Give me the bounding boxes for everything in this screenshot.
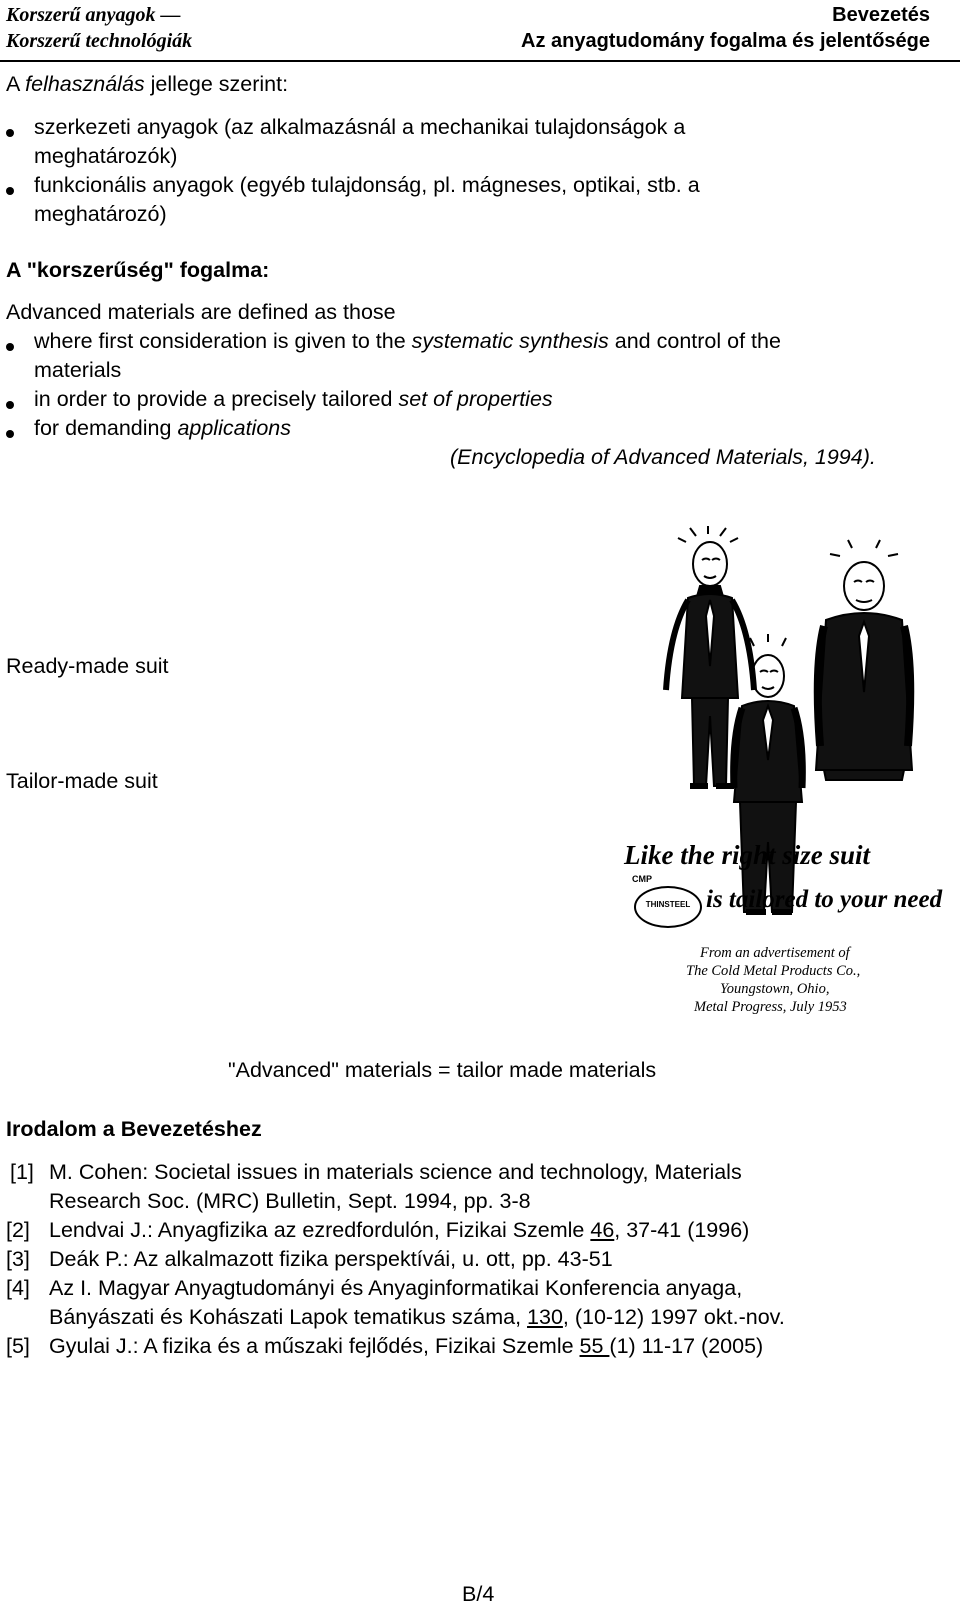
modern-citation: (Encyclopedia of Advanced Materials, 1994). [450,445,876,469]
thinsteel-logo: THINSTEEL [634,886,702,928]
header-section-title: Az anyagtudomány fogalma és jelentősége [521,30,930,52]
ref-3-text: Deák P.: Az alkalmazott fizika perspektívái, u. ott, pp. 43-51 [49,1247,613,1271]
references-heading: Irodalom a Bevezetéshez [6,1117,262,1141]
ref-3-number: [3] [6,1247,30,1271]
large-man-drawing [816,540,912,780]
modern-bullet-1-line2: materials [34,358,122,382]
usage-bullet-2-line2: meghatározó) [34,202,167,226]
credit-line3: Youngstown, Ohio, [720,981,830,997]
tailor-made-label: Tailor-made suit [6,769,158,793]
equation-caption: "Advanced" materials = tailor made materials [228,1058,657,1082]
slogan-line1: Like the right size suit [624,840,871,870]
page-number: B/4 [462,1582,495,1606]
modern-definition: Advanced materials are defined as those [6,300,396,324]
usage-bullet-2-line1: funkcionális anyagok (egyéb tulajdonság, pl. mágneses, optikai, stb. a [34,173,700,197]
ref-1-line1: M. Cohen: Societal issues in materials science and technology, Materials [49,1160,742,1184]
bullet-icon [6,129,14,137]
header-left [6,2,192,54]
modern-bullet-3: for demanding applications [34,416,291,440]
ref-4-number: [4] [6,1276,30,1300]
ref-5-text: Gyulai J.: A fizika és a műszaki fejlődés, Fizikai Szemle 55 (1) 11-17 (2005) [49,1334,764,1358]
suit-cartoon-figure [624,520,950,1040]
ref-2-text: Lendvai J.: Anyagfizika az ezredfordulón, Fizikai Szemle 46, 37-41 (1996) [49,1218,750,1242]
ref-4-line2: Bányászati és Kohászati Lapok tematikus száma, 130, (10-12) 1997 okt.-nov. [49,1305,785,1329]
usage-intro: A felhasználás jellege szerint: [6,72,289,96]
modern-heading: A "korszerűség" fogalma: [6,258,270,282]
ref-1-number: [1] [10,1160,34,1184]
ref-5-number: [5] [6,1334,30,1358]
header-course-line2: Korszerű technológiák [6,30,193,52]
bullet-icon [6,343,14,351]
slogan-line2: is tailored to your need [706,886,943,913]
modern-bullet-1-line1: where first consideration is given to the systematic synthesis and control of the [34,329,781,353]
ref-2-number: [2] [6,1218,30,1242]
bullet-icon [6,187,14,195]
header-course-line1: Korszerű anyagok — [6,4,181,26]
header-rule [0,60,960,62]
credit-line2: The Cold Metal Products Co., [686,963,861,979]
credit-line4: Metal Progress, July 1953 [694,999,847,1015]
bullet-icon [6,430,14,438]
ready-made-label: Ready-made suit [6,654,169,678]
header-right [521,2,930,54]
ref-1-line2: Research Soc. (MRC) Bulletin, Sept. 1994, pp. 3-8 [49,1189,531,1213]
header-chapter: Bevezetés [832,4,930,26]
bullet-icon [6,401,14,409]
usage-bullet-1-line1: szerkezeti anyagok (az alkalmazásnál a mechanikai tulajdonságok a [34,115,686,139]
usage-bullet-1-line2: meghatározók) [34,144,178,168]
modern-bullet-2: in order to provide a precisely tailored set of properties [34,387,553,411]
cmp-logo-text: CMP [632,874,652,884]
ref-4-line1: Az I. Magyar Anyagtudományi és Anyaginformatikai Konferencia anyaga, [49,1276,743,1300]
credit-line1: From an advertisement of [700,945,850,961]
